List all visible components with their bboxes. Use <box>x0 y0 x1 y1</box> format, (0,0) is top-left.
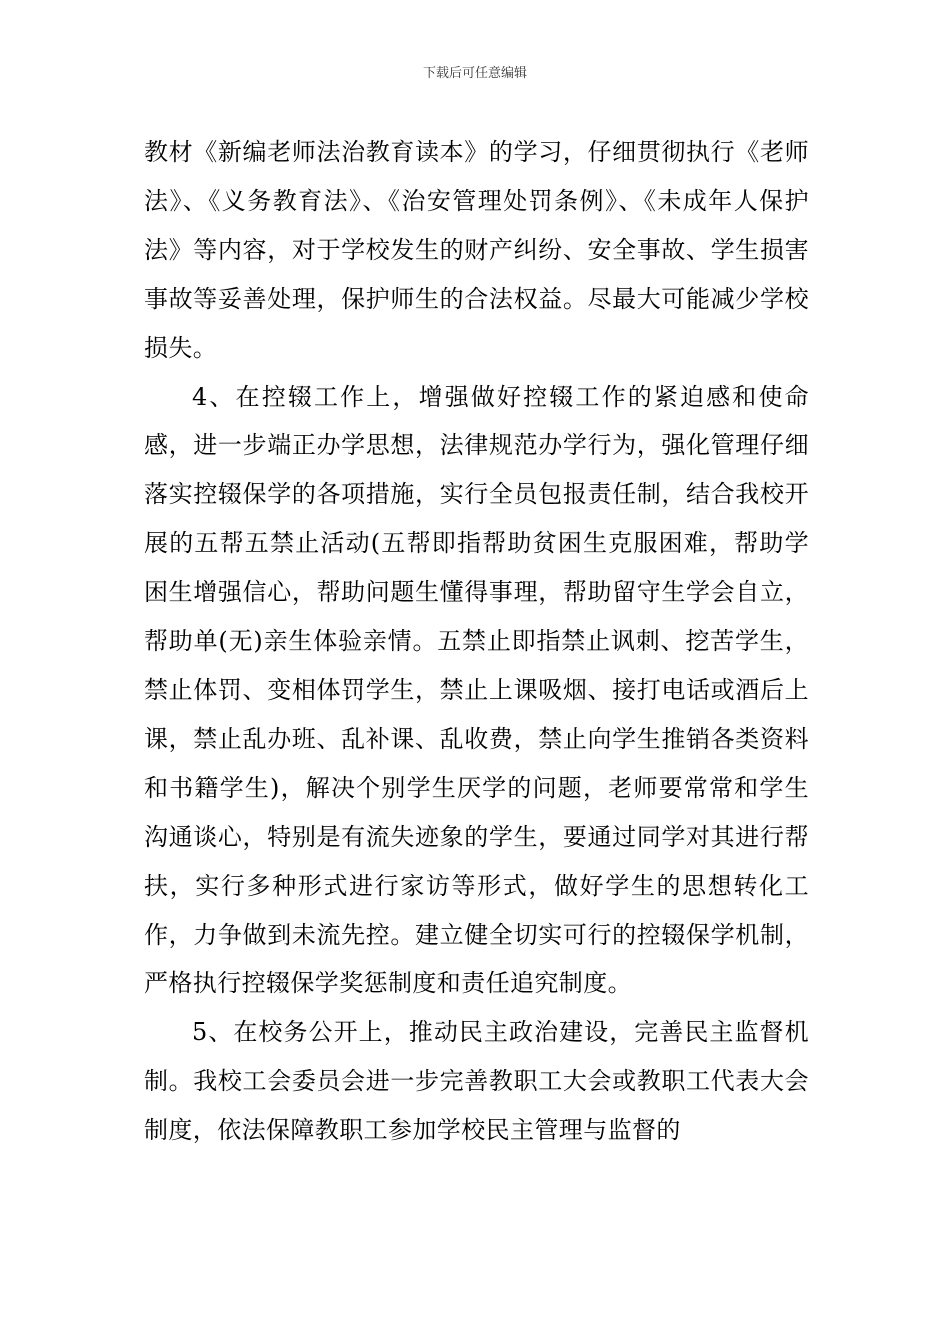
page-header: 下载后可任意编辑 <box>422 66 527 81</box>
paragraph-1: 教材《新编老师法治教育读本》的学习，仔细贯彻执行《老师法》、《义务教育法》、《治安管理处罚条例》、《未成年人保护法》等内容，对于学校发生的财产纠纷、安全事故、学生损害事故等妥善处理，保护师生的合法权益。尽最大可能减少学校损失。 <box>144 138 809 362</box>
paragraph-3: 5、在校务公开上，推动民主政治建设，完善民主监督机制。我校工会委员会进一步完善教职工大会或教职工代表大会制度，依法保障教职工参加学校民主管理与监督的 <box>144 1018 809 1145</box>
paragraph-2: 4、在控辍工作上，增强做好控辍工作的紧迫感和使命感，进一步端正办学思想，法律规范办学行为，强化管理仔细落实控辍保学的各项措施，实行全员包报责任制，结合我校开展的五帮五禁止活动(五帮即指帮助贫困生克服困难，帮助学困生增强信心，帮助问题生懂得事理，帮助留守生学会自立，帮助单(无)亲生体验亲情。五禁止即指禁止讽刺、挖苦学生，禁止体罚、变相体罚学生，禁止上课吸烟、接打电话或酒后上课，禁止乱办班、乱补课、乱收费，禁止向学生推销各类资料和书籍学生)，解决个别学生厌学的问题，老师要常常和学生沟通谈心，特别是有流失迹象的学生，要通过同学对其进行帮扶，实行多种形式进行家访等形式，做好学生的思想转化工作，力争做到未流先控。建立健全切实可行的控辍保学机制，严格执行控辍保学奖惩制度和责任追究制度。 <box>144 382 809 998</box>
document-body <box>144 128 809 1155</box>
